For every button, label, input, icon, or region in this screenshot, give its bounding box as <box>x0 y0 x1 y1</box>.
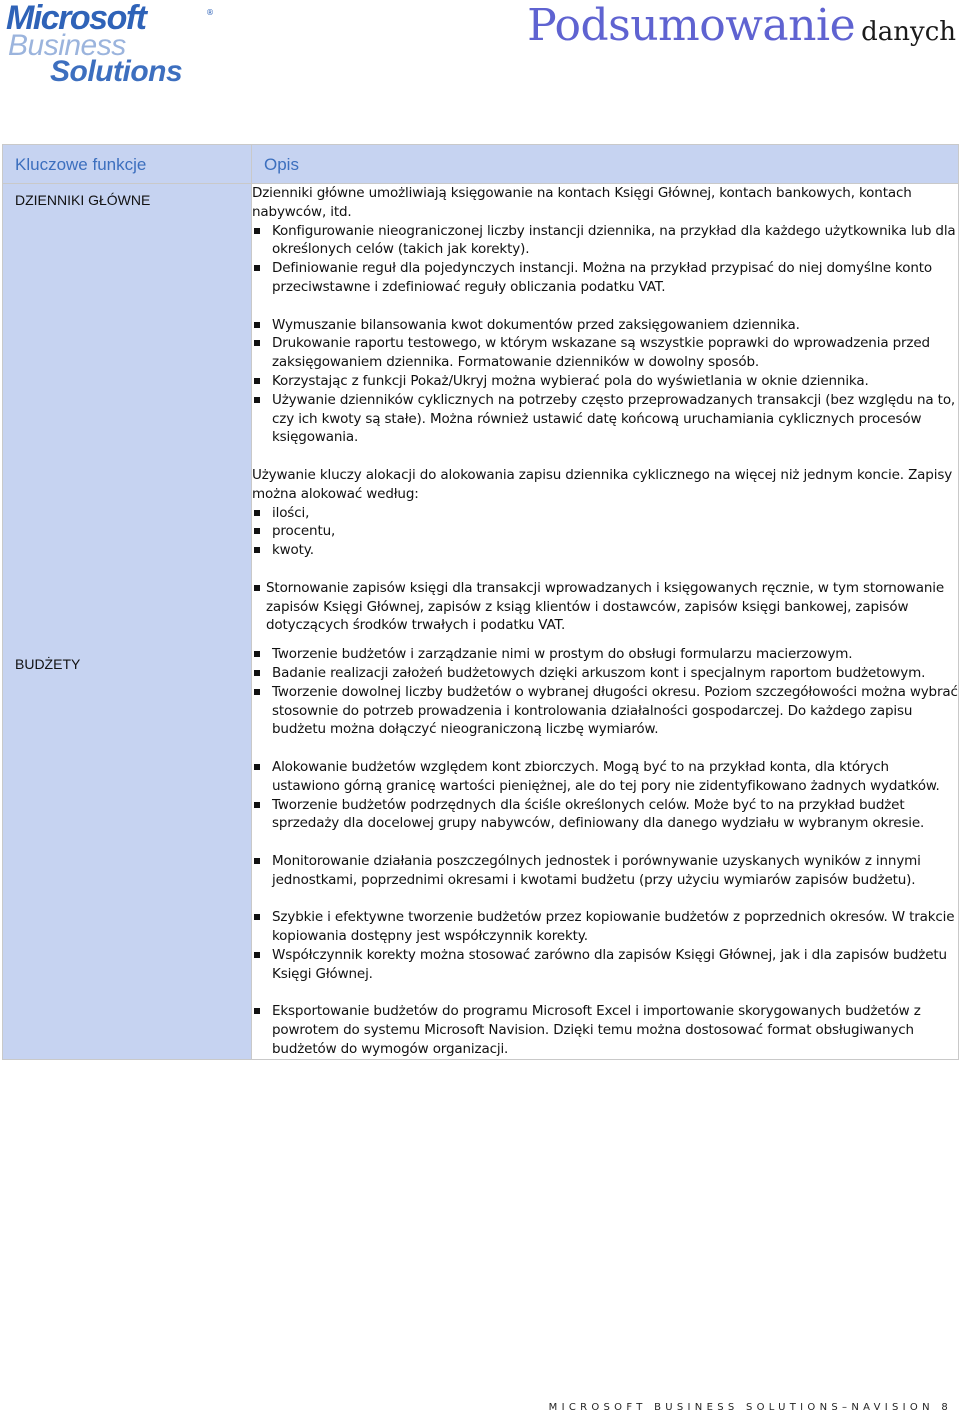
title-sub: danych <box>861 17 956 47</box>
bullet-item: Definiowanie reguł dla pojedynczych instancji. Można na przykład przypisać do niej domyślne konto przeciwstawne i zdefiniować reguły obliczania podatku VAT. <box>252 259 958 297</box>
description-budgets <box>252 645 958 1059</box>
spacer <box>252 560 958 579</box>
page-footer: MICROSOFT BUSINESS SOLUTIONS–NAVISION 8 <box>548 1402 952 1413</box>
bullet-item: Tworzenie budżetów podrzędnych dla ściśle określonych celów. Może być to na przykład budżet sprzedaży dla docelowej grupy nabywców, definiowany dla danego wydziału w wybranym okresie. <box>252 796 958 834</box>
bullet-item: Alokowanie budżetów względem kont zbiorczych. Mogą być to na przykład konta, dla których ustawiono górną granicę wartości pieniężnej, ale do tej pory nie zidentyfikowano żadnych wydatków. <box>252 758 958 796</box>
bullet-item: Drukowanie raportu testowego, w którym wskazane są wszystkie poprawki do wprowadzenia przed zaksięgowaniem dziennika. Formatowanie dzienników w dowolny sposób. <box>252 334 958 372</box>
bullet-item: Korzystając z funkcji Pokaż/Ukryj można wybierać pola do wyświetlania w oknie dziennika. <box>252 372 958 391</box>
features-table <box>2 144 959 1060</box>
description-paragraph: Dzienniki główne umożliwiają księgowanie na kontach Księgi Głównej, kontach bankowych, kontach nabywców, itd. <box>252 185 912 220</box>
logo-solutions: Solutions <box>50 55 183 88</box>
bullet-item: Używanie dzienników cyklicznych na potrzeby często przeprowadzanych transakcji (bez względu na to, czy ich kwoty są stałe). Można również ustawić datę końcową uruchamiania cyklicznych procesów księgowania. <box>252 391 958 447</box>
microsoft-business-solutions-logo <box>6 2 220 88</box>
bullet-item: Tworzenie budżetów i zarządzanie nimi w prostym do obsługi formularzu macierzowym. <box>252 645 958 664</box>
bullet-item: procentu, <box>252 522 958 541</box>
header-cell-features <box>3 145 252 184</box>
header-description: Opis <box>264 155 299 174</box>
description-general-journals <box>252 184 958 635</box>
feature-name: DZIENNIKI GŁÓWNE <box>15 192 151 208</box>
spacer <box>252 447 958 466</box>
feature-description-cell <box>252 184 959 1060</box>
spacer <box>252 983 958 1002</box>
bullet-item: Eksportowanie budżetów do programu Microsoft Excel i importowanie skorygowanych budżetów z powrotem do systemu Microsoft Navision. Dzięki temu można dostosować format obsługiwanych budżetów do wymogów organizacji. <box>252 1002 958 1058</box>
spacer <box>252 297 958 316</box>
bullet-item: Szybkie i efektywne tworzenie budżetów przez kopiowanie budżetów z poprzednich okresów. W trakcie kopiowania dostępny jest współczynnik korekty. <box>252 908 958 946</box>
table-row <box>3 184 959 1060</box>
bullet-item: Stornowanie zapisów księgi dla transakcji wprowadzanych i księgowanych ręcznie, w tym stornowanie zapisów Księgi Głównej, zapisów z ksiąg klientów i dostawców, zapisów księgi bankowej, zapisów dotyczących środków trwałych i podatku VAT. <box>252 579 958 635</box>
page-title <box>527 0 956 51</box>
bullet-item: ilości, <box>252 504 958 523</box>
spacer <box>252 889 958 908</box>
title-main: Podsumowanie <box>527 0 856 51</box>
bullet-item: kwoty. <box>252 541 958 560</box>
logo-business: Business <box>8 29 126 62</box>
bullet-item: Współczynnik korekty można stosować zarówno dla zapisów Księgi Głównej, jak i dla zapisów budżetu Księgi Głównej. <box>252 946 958 984</box>
bullet-item: Badanie realizacji założeń budżetowych dzięki arkuszom kont i specjalnym raportom budżetowym. <box>252 664 958 683</box>
description-paragraph: Używanie kluczy alokacji do alokowania zapisu dziennika cyklicznego na więcej niż jednym koncie. Zapisy można alokować według: <box>252 466 953 502</box>
table-header-row <box>3 145 959 184</box>
bullet-item: Monitorowanie działania poszczególnych jednostek i porównywanie uzyskanych wyników z innymi jednostkami, poprzednimi okresami i kwotami budżetu (przy użyciu wymiarów zapisów budżetu). <box>252 852 958 890</box>
spacer <box>252 739 958 758</box>
header-cell-description <box>252 145 959 184</box>
spacer <box>252 833 958 852</box>
bullet-item: Wymuszanie bilansowania kwot dokumentów przed zaksięgowaniem dziennika. <box>252 316 958 335</box>
logo-microsoft: Microsoft <box>6 0 146 37</box>
feature-name-cell <box>3 184 252 1060</box>
feature-name: BUDŻETY <box>15 656 81 672</box>
bullet-item: Konfigurowanie nieograniczonej liczby instancji dziennika, na przykład dla każdego użytkownika lub dla określonych celów (takich jak korekty). <box>252 222 958 260</box>
bullet-item: Tworzenie dowolnej liczby budżetów o wybranej długości okresu. Poziom szczegółowości można wybrać stosownie do potrzeb prowadzenia i kontrolowania działalności gospodarczej. Do każdego zapisu budżetu można dołączyć nieograniczoną liczbę wymiarów. <box>252 683 958 739</box>
header-features: Kluczowe funkcje <box>15 155 147 174</box>
logo-registered-mark: ® <box>206 8 214 17</box>
